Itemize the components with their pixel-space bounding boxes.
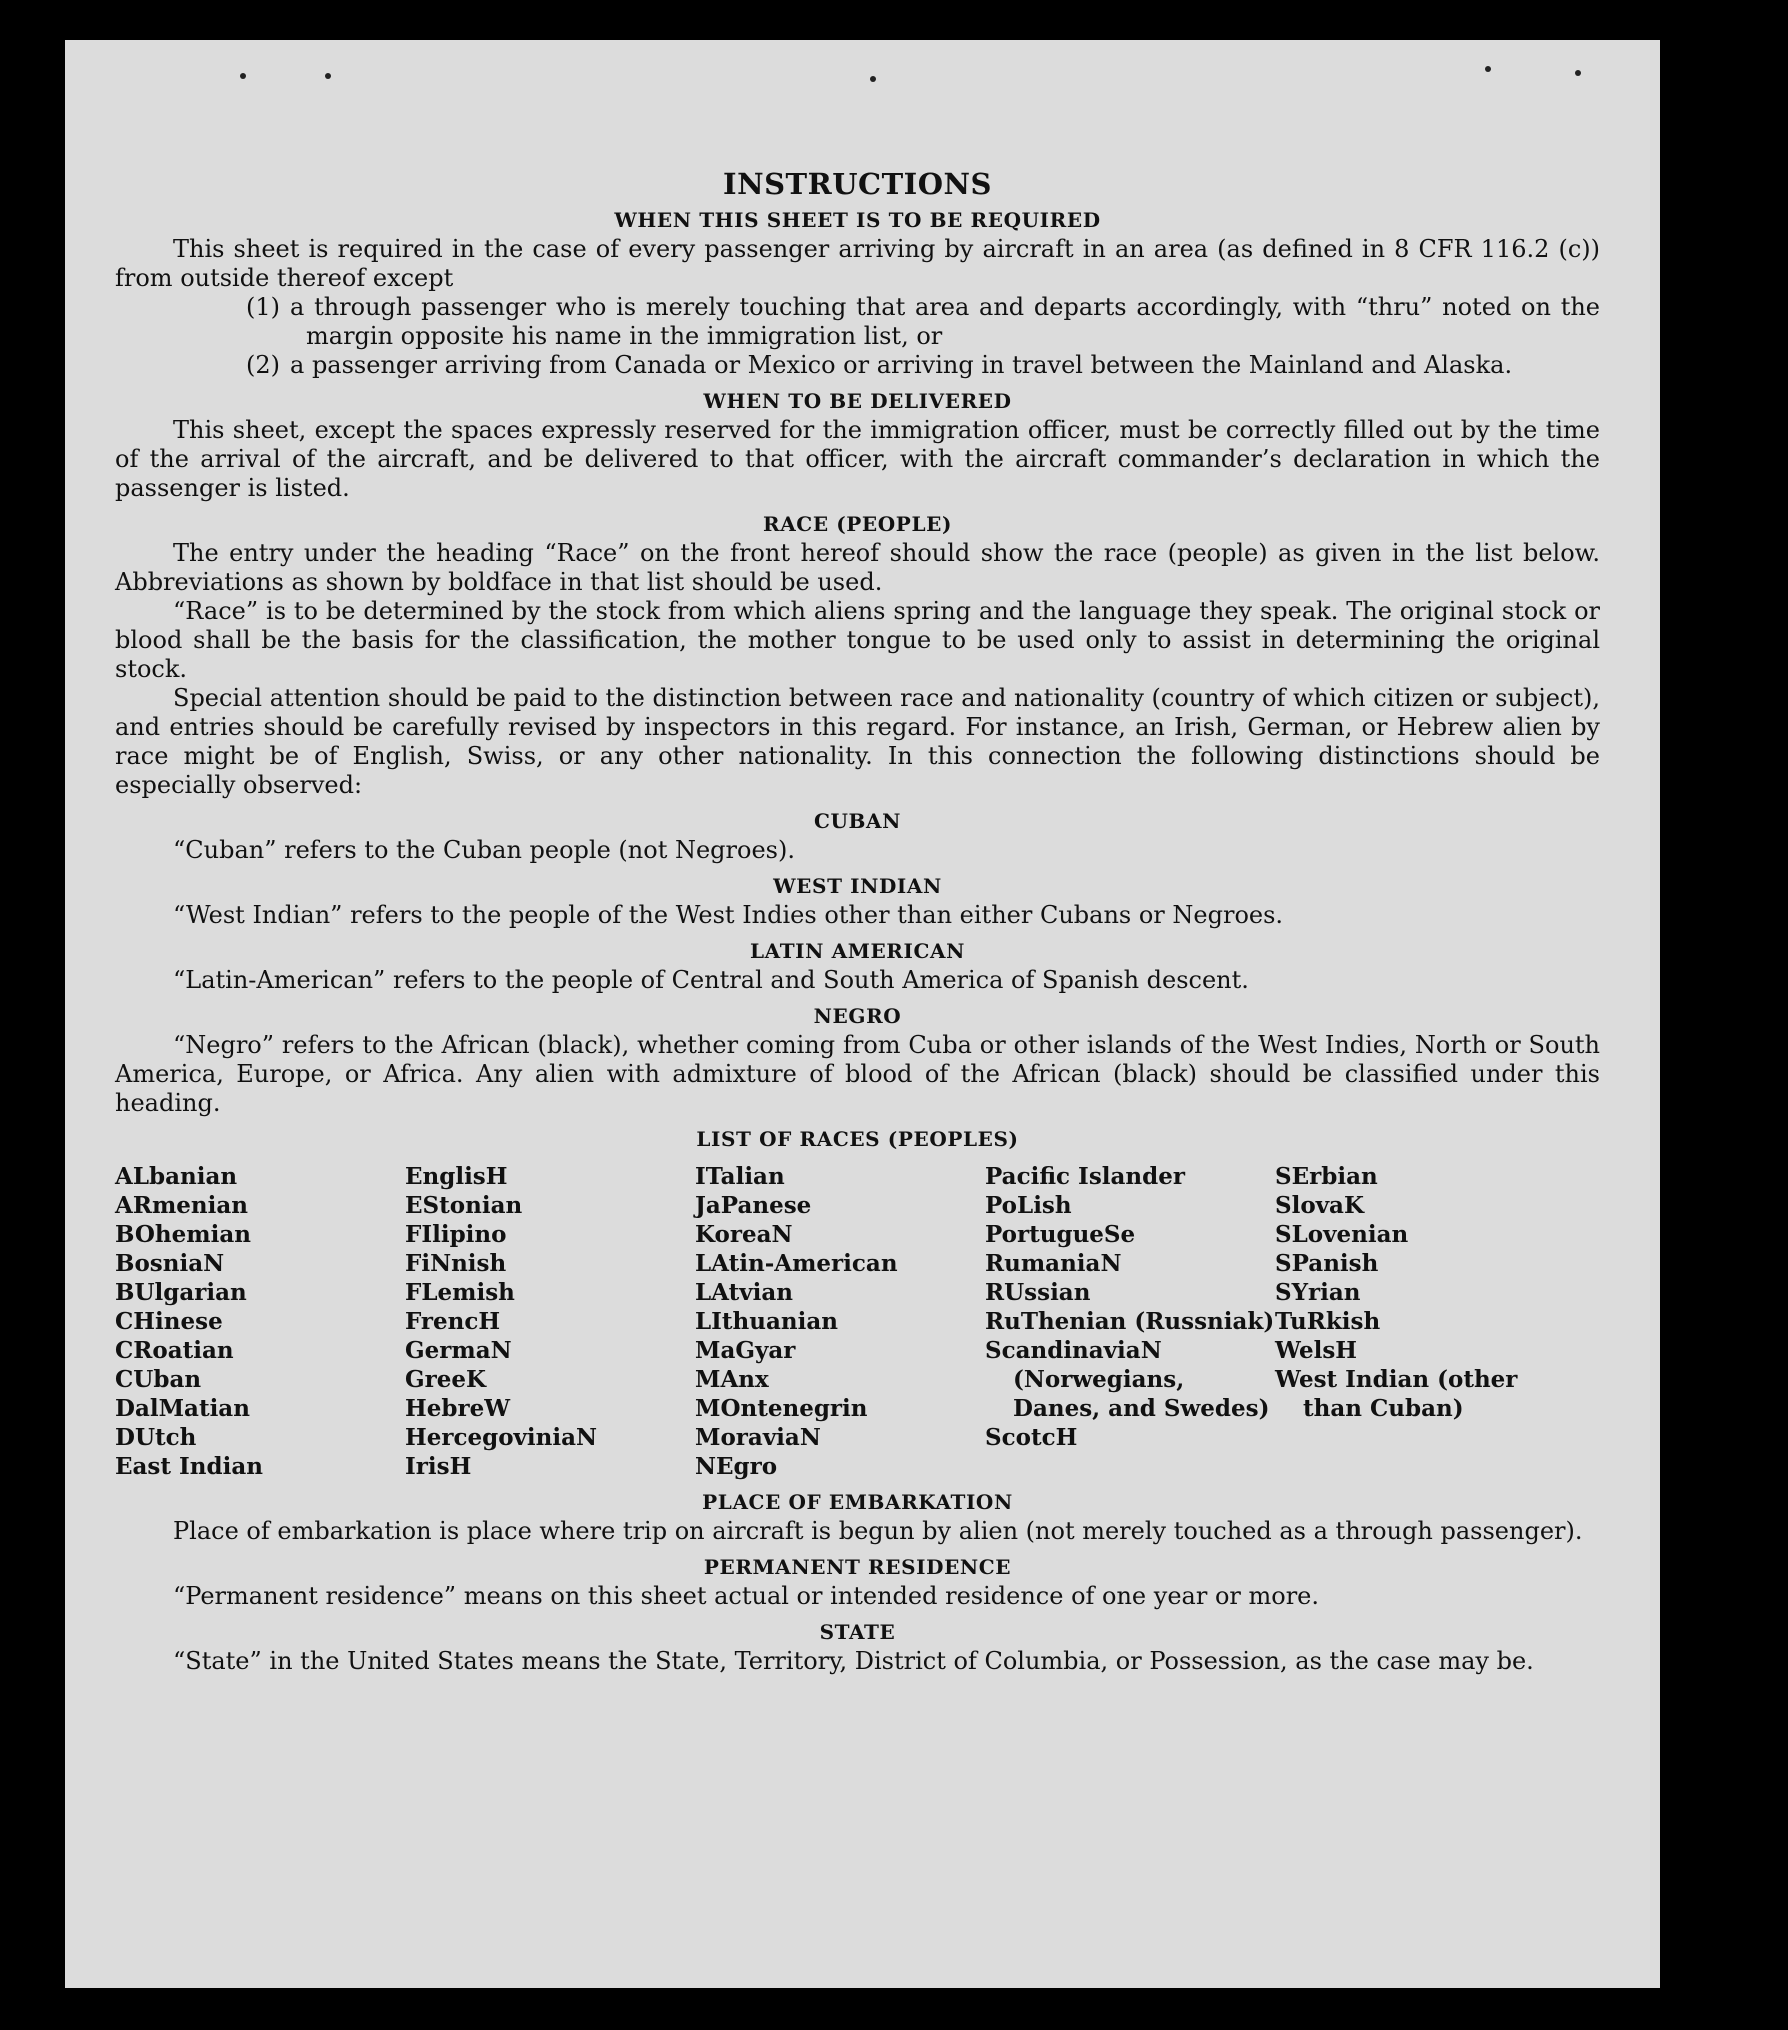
section-heading: WEST INDIAN: [773, 874, 942, 898]
race-item: BOhemian: [115, 1221, 251, 1248]
race-item: BosniaN: [115, 1250, 225, 1277]
race-item: MaGyar: [695, 1337, 796, 1364]
race-item: WelsH: [1275, 1337, 1358, 1364]
punch-mark: [325, 73, 331, 79]
races-column: [1275, 1162, 1575, 1481]
race-item: RuThenian (Russniak): [985, 1308, 1275, 1335]
races-list: [115, 1162, 1600, 1481]
race-item: ARmenian: [115, 1192, 249, 1219]
race-item: GermaN: [405, 1337, 512, 1364]
list-item: [115, 293, 1600, 351]
section-heading: RACE (PEOPLE): [762, 512, 953, 536]
race-item: GreeK: [405, 1366, 487, 1393]
section-heading: WHEN THIS SHEET IS TO BE REQUIRED: [614, 208, 1101, 232]
race-item: ALbanian: [115, 1163, 238, 1190]
race-item: RUssian: [985, 1279, 1091, 1306]
races-column: [695, 1162, 985, 1481]
section-heading: LATIN AMERICAN: [750, 939, 965, 963]
item-text: a passenger arriving from Canada or Mexico or arriving in travel between the Mainland and Alaska.: [290, 351, 1513, 379]
page-title: INSTRUCTIONS: [723, 167, 992, 201]
race-item: JaPanese: [695, 1192, 812, 1219]
race-item: LIthuanian: [695, 1308, 838, 1335]
race-item: HebreW: [405, 1395, 511, 1422]
paragraph: “Latin-American” refers to the people of Central and South America of Spanish descent.: [173, 966, 1249, 994]
race-item: BUlgarian: [115, 1279, 247, 1306]
paragraph: “Negro” refers to the African (black), whether coming from Cuba or other islands of the West Indies, North or South America, Europe, or Africa. Any alien with admixture of blood of the African (black) should be classified under this heading.: [115, 1031, 1600, 1117]
race-item: DUtch: [115, 1424, 197, 1451]
race-item: PoLish: [985, 1192, 1072, 1219]
race-item: MoraviaN: [695, 1424, 821, 1451]
race-item: RumaniaN: [985, 1250, 1122, 1277]
item-number: (1): [246, 293, 280, 321]
race-item: NEgro: [695, 1453, 778, 1480]
section-heading: NEGRO: [813, 1004, 902, 1028]
races-column: [985, 1162, 1275, 1481]
race-item: FiNnish: [405, 1250, 507, 1277]
race-item: SPanish: [1275, 1250, 1379, 1277]
race-item: East Indian: [115, 1453, 263, 1480]
section-heading: CUBAN: [813, 809, 902, 833]
race-item: SErbian: [1275, 1163, 1378, 1190]
item-number: (2): [246, 351, 280, 379]
race-item: DalMatian: [115, 1395, 250, 1422]
paragraph: Special attention should be paid to the distinction between race and nationality (country of which citizen or subject), and entries should be carefully revised by inspectors in this regard. For instance, an Irish, German, or Hebrew alien by race might be of English, Swiss, or any other nationality. In this connection the following distinctions should be especially observed:: [115, 684, 1600, 799]
race-item: SLovenian: [1275, 1221, 1409, 1248]
section-heading: LIST OF RACES (PEOPLES): [696, 1127, 1019, 1151]
race-item: LAtvian: [695, 1279, 793, 1306]
section-heading: WHEN TO BE DELIVERED: [703, 389, 1012, 413]
item-text: a through passenger who is merely touching that area and departs accordingly, with “thru” noted on the margin opposite his name in the immigration list, or: [290, 293, 1600, 350]
race-item: MAnx: [695, 1366, 769, 1393]
race-item: West Indian (other than Cuban): [1275, 1366, 1518, 1422]
paragraph: “Permanent residence” means on this sheet actual or intended residence of one year or more.: [173, 1582, 1319, 1610]
race-item: EStonian: [405, 1192, 523, 1219]
paragraph: This sheet is required in the case of every passenger arriving by aircraft in an area (as defined in 8 CFR 116.2 (c)) from outside thereof except: [115, 235, 1600, 292]
instructions-content: [115, 167, 1600, 1676]
race-item: ITalian: [695, 1163, 785, 1190]
punch-mark: [240, 73, 246, 79]
race-item: LAtin-American: [695, 1250, 898, 1277]
paragraph: “Cuban” refers to the Cuban people (not Negroes).: [173, 836, 795, 864]
race-item: PortugueSe: [985, 1221, 1136, 1248]
race-item: IrisH: [405, 1453, 472, 1480]
punch-mark: [1485, 66, 1491, 72]
race-item: CUban: [115, 1366, 202, 1393]
race-item: Pacific Islander: [985, 1163, 1185, 1190]
paragraph: The entry under the heading “Race” on the front hereof should show the race (people) as given in the list below. Abbreviations as shown by boldface in that list should be used.: [115, 539, 1600, 596]
paragraph: Place of embarkation is place where trip on aircraft is begun by alien (not merely touched as a through passenger).: [173, 1517, 1583, 1545]
list-item: [115, 351, 1600, 380]
race-item: SYrian: [1275, 1279, 1361, 1306]
race-item: FIlipino: [405, 1221, 507, 1248]
races-column: [115, 1162, 405, 1481]
paragraph: This sheet, except the spaces expressly reserved for the immigration officer, must be correctly filled out by the time of the arrival of the aircraft, and be delivered to that officer, with the aircraft commander’s declaration in which the passenger is listed.: [115, 416, 1600, 502]
race-item: ScotcH: [985, 1424, 1078, 1451]
punch-mark: [870, 76, 876, 82]
race-item: SlovaK: [1275, 1192, 1364, 1219]
section-heading: STATE: [819, 1620, 896, 1644]
paragraph: “Race” is to be determined by the stock from which aliens spring and the language they speak. The original stock or blood shall be the basis for the classification, the mother tongue to be used only to assist in determining the original stock.: [115, 597, 1600, 683]
race-item: CHinese: [115, 1308, 223, 1335]
paragraph: “West Indian” refers to the people of the West Indies other than either Cubans or Negroes.: [173, 901, 1284, 929]
race-item: CRoatian: [115, 1337, 234, 1364]
race-item: TuRkish: [1275, 1308, 1381, 1335]
section-heading: PLACE OF EMBARKATION: [702, 1490, 1013, 1514]
race-item: ScandinaviaN (Norwegians, Danes, and Swedes): [985, 1337, 1270, 1422]
races-column: [405, 1162, 695, 1481]
document-sheet: [65, 40, 1660, 1988]
race-item: MOntenegrin: [695, 1395, 868, 1422]
section-heading: PERMANENT RESIDENCE: [703, 1555, 1012, 1579]
paragraph: “State” in the United States means the State, Territory, District of Columbia, or Possession, as the case may be.: [173, 1647, 1534, 1675]
race-item: HercegoviniaN: [405, 1424, 598, 1451]
race-item: FLemish: [405, 1279, 515, 1306]
punch-mark: [1575, 70, 1581, 76]
race-item: EnglisH: [405, 1163, 508, 1190]
race-item: KoreaN: [695, 1221, 793, 1248]
race-item: FrencH: [405, 1308, 501, 1335]
